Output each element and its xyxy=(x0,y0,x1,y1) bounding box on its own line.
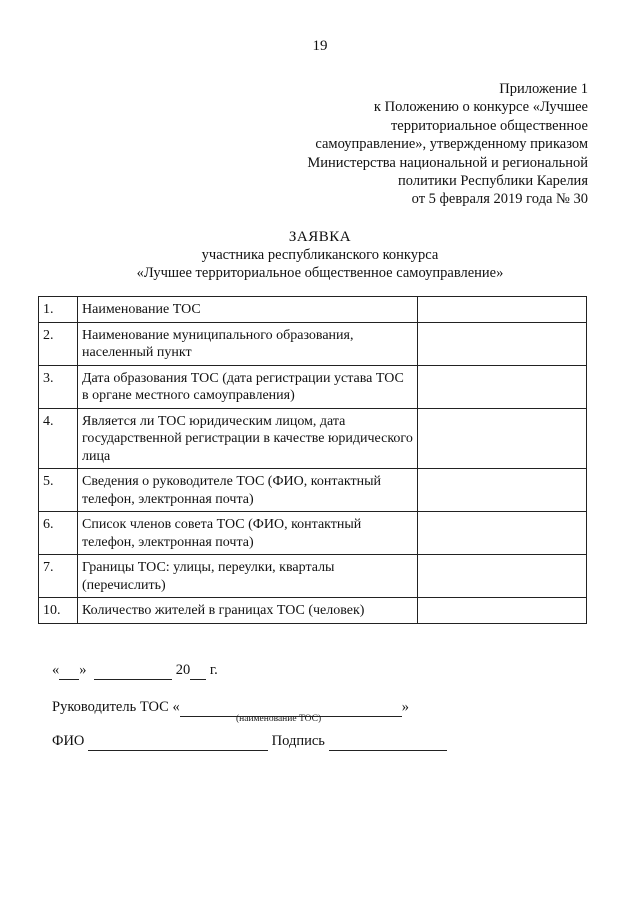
row-value-cell[interactable] xyxy=(418,598,587,624)
appendix-line: к Положению о конкурсе «Лучшее xyxy=(373,99,588,116)
appendix-line: Министерства национальной и региональной xyxy=(307,154,588,171)
row-value-cell[interactable] xyxy=(418,322,587,365)
table-row xyxy=(39,512,587,555)
row-number: 10. xyxy=(39,598,78,624)
table-row xyxy=(39,555,587,598)
page-number: 19 xyxy=(312,38,328,54)
row-value-cell[interactable] xyxy=(418,408,587,469)
fio-line xyxy=(52,733,447,751)
date-open-quote: « xyxy=(52,662,60,678)
document-subtitle: участника республиканского конкурса xyxy=(201,247,439,263)
appendix-line: политики Республики Карелия xyxy=(398,173,588,190)
document-header xyxy=(0,228,640,282)
leader-label: Руководитель ТОС « xyxy=(52,699,180,715)
table-row xyxy=(39,297,587,323)
appendix-line: Приложение 1 xyxy=(499,81,588,97)
year-prefix: 20 xyxy=(175,662,191,678)
fio-field[interactable] xyxy=(88,733,268,751)
row-number: 1. xyxy=(39,297,78,323)
tos-name-caption: (наименование ТОС) xyxy=(236,714,322,724)
table-row xyxy=(39,598,587,624)
signature-field[interactable] xyxy=(329,733,447,751)
row-label: Границы ТОС: улицы, переулки, кварталы (перечислить) xyxy=(78,555,418,598)
table-row xyxy=(39,469,587,512)
row-label: Дата образования ТОС (дата регистрации устава ТОС в органе местного самоуправления) xyxy=(78,365,418,408)
table-row xyxy=(39,365,587,408)
competition-name: «Лучшее территориальное общественное самоуправление» xyxy=(136,265,504,281)
row-label: Наименование ТОС xyxy=(78,297,418,323)
row-value-cell[interactable] xyxy=(418,365,587,408)
row-value-cell[interactable] xyxy=(418,297,587,323)
row-number: 3. xyxy=(39,365,78,408)
date-line xyxy=(52,662,218,680)
appendix-line: самоуправление», утвержденному приказом xyxy=(315,136,588,153)
row-number: 7. xyxy=(39,555,78,598)
appendix-block xyxy=(268,80,588,209)
appendix-line: территориальное общественное xyxy=(390,117,588,134)
row-number: 5. xyxy=(39,469,78,512)
table-row xyxy=(39,322,587,365)
row-value-cell[interactable] xyxy=(418,555,587,598)
row-label: Сведения о руководителе ТОС (ФИО, контактный телефон, электронная почта) xyxy=(78,469,418,512)
day-field[interactable] xyxy=(59,662,79,680)
row-number: 6. xyxy=(39,512,78,555)
row-label: Наименование муниципального образования, населенный пункт xyxy=(78,322,418,365)
table-row xyxy=(39,408,587,469)
leader-close-quote: » xyxy=(401,699,409,715)
date-close-quote: » xyxy=(79,662,87,678)
signature-label: Подпись xyxy=(271,733,325,749)
row-number: 2. xyxy=(39,322,78,365)
fio-label: ФИО xyxy=(52,733,85,749)
row-number: 4. xyxy=(39,408,78,469)
leader-line xyxy=(52,699,409,717)
year-field[interactable] xyxy=(190,662,206,680)
year-suffix: г. xyxy=(209,662,218,678)
application-table xyxy=(38,296,587,624)
document-title: ЗАЯВКА xyxy=(288,229,352,245)
row-label: Список членов совета ТОС (ФИО, контактный телефон, электронная почта) xyxy=(78,512,418,555)
row-value-cell[interactable] xyxy=(418,512,587,555)
month-field[interactable] xyxy=(94,662,172,680)
row-label: Количество жителей в границах ТОС (человек) xyxy=(78,598,418,624)
row-label: Является ли ТОС юридическим лицом, дата государственной регистрации в качестве юридического лица xyxy=(78,408,418,469)
appendix-line: от 5 февраля 2019 года № 30 xyxy=(411,191,588,208)
row-value-cell[interactable] xyxy=(418,469,587,512)
